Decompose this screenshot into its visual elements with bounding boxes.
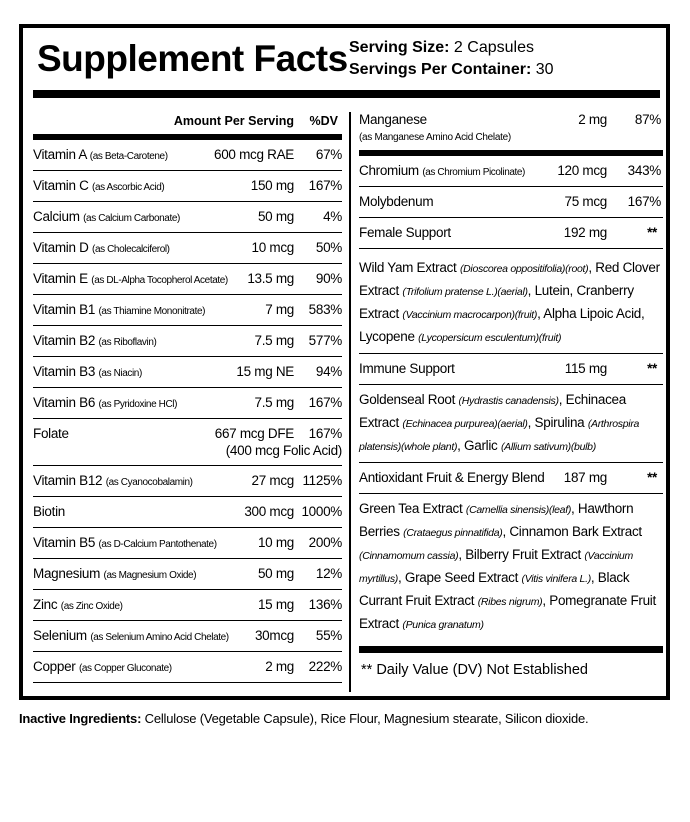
botanical-source: (Vaccinium macrocarpon)(fruit) xyxy=(402,309,538,321)
blend-row-female-support xyxy=(359,218,663,249)
nutrient-amount: 2 mg xyxy=(265,659,294,674)
blend-dv: ** xyxy=(647,225,657,240)
botanical-source: (Cinnamomum cassia) xyxy=(359,550,459,562)
amount-per-serving-header: Amount Per Serving xyxy=(173,114,294,128)
botanical-source: (Vitis vinifera L.) xyxy=(521,573,591,585)
nutrient-amount: 150 mg xyxy=(250,178,294,193)
botanical-source: (Crataegus pinnatifida) xyxy=(403,527,503,539)
ingredient-text: , Echinacea Extract xyxy=(359,392,626,430)
nutrient-amount: 120 mcg xyxy=(557,163,607,178)
nutrient-row xyxy=(33,264,342,295)
nutrient-dv: 577% xyxy=(308,333,342,348)
nutrient-name: Zinc (as Zinc Oxide) xyxy=(33,597,123,612)
nutrient-name: Biotin xyxy=(33,504,65,519)
right-column xyxy=(359,110,663,640)
nutrient-amount: 667 mcg DFE xyxy=(214,426,294,441)
nutrient-dv: 87% xyxy=(634,112,661,127)
botanical-source: (Arthrospira platensis)(whole plant) xyxy=(359,418,640,453)
ingredient-text: , Cinnamon Bark Extract xyxy=(502,524,642,539)
nutrient-dv: 1000% xyxy=(301,504,342,519)
nutrient-name: Vitamin D (as Cholecalciferol) xyxy=(33,240,170,255)
blend-amount: 192 mg xyxy=(563,225,607,240)
ingredient-text: Goldenseal Root xyxy=(359,392,459,407)
botanical-source: (Ribes nigrum) xyxy=(477,596,543,608)
ingredient-text: , Pomegranate Fruit Extract xyxy=(359,593,656,631)
nutrient-dv: 583% xyxy=(308,302,342,317)
nutrient-row-molybdenum xyxy=(359,187,663,218)
nutrient-row xyxy=(33,388,342,419)
inactive-ingredients-label: Inactive Ingredients: xyxy=(19,711,142,726)
nutrient-dv: 222% xyxy=(308,659,342,674)
nutrient-row xyxy=(33,590,342,621)
botanical-source: (Camellia sinensis)(leaf) xyxy=(465,504,572,516)
nutrient-amount: 10 mg xyxy=(257,535,294,550)
nutrient-dv: 55% xyxy=(315,628,342,643)
botanical-source: (Hydrastis canadensis) xyxy=(458,395,559,407)
ingredient-text: , Lutein, Cranberry Extract xyxy=(359,283,634,321)
nutrient-row-manganese xyxy=(359,110,663,151)
botanical-source: (Dioscorea oppositifolia)(root) xyxy=(459,263,589,275)
nutrient-source: (as Copper Gluconate) xyxy=(78,663,172,674)
ingredient-text: , Alpha Lipoic Acid, Lycopene xyxy=(359,306,645,344)
nutrient-dv: 167% xyxy=(627,194,661,209)
nutrient-row xyxy=(33,202,342,233)
nutrient-amount: 2 mg xyxy=(578,112,607,127)
nutrient-name: Vitamin B12 (as Cyanocobalamin) xyxy=(33,473,193,488)
nutrient-dv: 167% xyxy=(308,178,342,193)
nutrient-row-folate xyxy=(33,419,342,466)
ingredient-text: , Spirulina xyxy=(527,415,588,430)
inactive-ingredients-text: Cellulose (Vegetable Capsule), Rice Flour, Magnesium stearate, Silicon dioxide. xyxy=(141,711,589,726)
nutrient-amount: 75 mcg xyxy=(564,194,607,209)
nutrient-name: Molybdenum xyxy=(359,194,434,209)
botanical-source: (Allium sativum)(bulb) xyxy=(500,441,596,453)
nutrient-source: (as Pyridoxine HCl) xyxy=(98,399,178,410)
nutrient-source: (as Thiamine Mononitrate) xyxy=(98,306,206,317)
blend-dv: ** xyxy=(647,470,657,485)
nutrient-name: Chromium (as Chromium Picolinate) xyxy=(359,163,525,178)
nutrient-source: (as DL-Alpha Tocopherol Acetate) xyxy=(91,275,228,286)
nutrient-amount: 30mcg xyxy=(254,628,294,643)
nutrient-source: (as Manganese Amino Acid Chelate) xyxy=(359,132,511,143)
nutrient-source: (as Niacin) xyxy=(98,368,142,379)
nutrient-source: (as Ascorbic Acid) xyxy=(92,182,165,193)
nutrient-source: (as Beta-Carotene) xyxy=(89,151,168,162)
nutrient-source: (as Riboflavin) xyxy=(98,337,157,348)
botanical-source: (Echinacea purpurea)(aerial) xyxy=(402,418,528,430)
nutrient-source: (as Cyanocobalamin) xyxy=(105,477,193,488)
nutrient-source: (as Calcium Carbonate) xyxy=(83,213,180,224)
blend-name: Antioxidant Fruit & Energy Blend xyxy=(359,470,545,485)
column-separator xyxy=(349,112,351,692)
nutrient-amount: 15 mg xyxy=(257,597,294,612)
blend-ingredients-immune xyxy=(359,385,663,463)
nutrient-amount: 10 mcg xyxy=(251,240,294,255)
nutrient-amount: 7.5 mg xyxy=(254,333,294,348)
nutrient-dv: 343% xyxy=(627,163,661,178)
nutrient-name: Selenium (as Selenium Amino Acid Chelate) xyxy=(33,628,229,643)
nutrient-name: Manganese xyxy=(359,112,427,127)
nutrient-row xyxy=(33,497,342,528)
nutrient-amount: 27 mcg xyxy=(251,473,294,488)
nutrient-name: Vitamin B3 (as Niacin) xyxy=(33,364,142,379)
blend-amount: 187 mg xyxy=(563,470,607,485)
nutrient-row xyxy=(33,295,342,326)
left-column xyxy=(33,110,342,683)
nutrient-row-chromium xyxy=(359,156,663,187)
serving-info xyxy=(349,37,554,81)
nutrient-name: Vitamin C (as Ascorbic Acid) xyxy=(33,178,165,193)
nutrient-amount: 300 mcg xyxy=(244,504,294,519)
nutrient-name: Magnesium (as Magnesium Oxide) xyxy=(33,566,197,581)
nutrient-row xyxy=(33,652,342,683)
nutrient-source: (as Magnesium Oxide) xyxy=(103,570,197,581)
nutrient-name: Vitamin B1 (as Thiamine Mononitrate) xyxy=(33,302,206,317)
nutrient-dv: 94% xyxy=(315,364,342,379)
blend-name: Female Support xyxy=(359,225,451,240)
nutrient-row xyxy=(33,233,342,264)
bottom-thick-divider xyxy=(359,646,663,653)
nutrient-dv: 136% xyxy=(308,597,342,612)
botanical-source: (Trifolium pratense L.)(aerial) xyxy=(402,286,528,298)
ingredient-text: , Black Currant Fruit Extract xyxy=(359,570,630,608)
nutrient-dv: 67% xyxy=(315,147,342,162)
blend-row-antioxidant xyxy=(359,463,663,494)
column-header xyxy=(33,110,342,134)
nutrient-dv: 200% xyxy=(308,535,342,550)
nutrient-amount: 50 mg xyxy=(257,209,294,224)
dv-not-established-note: ** Daily Value (DV) Not Established xyxy=(361,662,588,678)
blend-amount: 115 mg xyxy=(564,361,607,376)
nutrient-dv: 167% xyxy=(308,395,342,410)
nutrient-amount: 7.5 mg xyxy=(254,395,294,410)
nutrient-name: Folate xyxy=(33,426,69,441)
nutrient-amount: 15 mg NE xyxy=(236,364,294,379)
botanical-source: (Punica granatum) xyxy=(402,619,484,631)
nutrient-source: (as D-Calcium Pantothenate) xyxy=(98,539,217,550)
serving-size-label: Serving Size: xyxy=(349,39,450,56)
nutrient-dv: 1125% xyxy=(302,473,342,488)
ingredient-text: , Grape Seed Extract xyxy=(398,570,522,585)
nutrient-name: Copper (as Copper Gluconate) xyxy=(33,659,172,674)
botanical-source: (Lycopersicum esculentum)(fruit) xyxy=(418,332,562,344)
nutrient-name: Calcium (as Calcium Carbonate) xyxy=(33,209,180,224)
ingredient-text: Wild Yam Extract xyxy=(359,260,460,275)
nutrient-source: (as Cholecalciferol) xyxy=(92,244,170,255)
servings-per-container-value: 30 xyxy=(531,61,554,78)
nutrient-row xyxy=(33,466,342,497)
blend-ingredients-antioxidant xyxy=(359,494,663,640)
ingredient-text: , Garlic xyxy=(457,438,501,453)
nutrient-dv: 90% xyxy=(315,271,342,286)
nutrient-amount: 13.5 mg xyxy=(247,271,294,286)
nutrient-source: (as Zinc Oxide) xyxy=(60,601,123,612)
nutrient-amount: 600 mcg RAE xyxy=(214,147,294,162)
nutrient-name: Vitamin E (as DL-Alpha Tocopherol Acetate) xyxy=(33,271,228,286)
ingredient-text: , Red Clover Extract xyxy=(359,260,660,298)
nutrient-row xyxy=(33,559,342,590)
nutrient-name: Vitamin B2 (as Riboflavin) xyxy=(33,333,157,348)
botanical-source: (Vaccinium myrtillus) xyxy=(359,550,633,585)
nutrient-list xyxy=(33,140,342,419)
dv-header: %DV xyxy=(309,114,338,128)
nutrient-dv: 167% xyxy=(308,426,342,441)
blend-row-immune-support xyxy=(359,354,663,385)
supplement-facts-panel xyxy=(19,24,670,700)
blend-dv: ** xyxy=(647,361,657,376)
servings-per-container-label: Servings Per Container: xyxy=(349,61,532,78)
nutrient-name: Vitamin A (as Beta-Carotene) xyxy=(33,147,168,162)
nutrient-dv: 12% xyxy=(315,566,342,581)
nutrient-row xyxy=(33,140,342,171)
nutrient-row xyxy=(33,326,342,357)
nutrient-name: Vitamin B5 (as D-Calcium Pantothenate) xyxy=(33,535,217,550)
nutrient-name: Vitamin B6 (as Pyridoxine HCl) xyxy=(33,395,178,410)
nutrient-row xyxy=(33,357,342,388)
ingredient-text: Green Tea Extract xyxy=(359,501,466,516)
nutrient-amount-note: (400 mcg Folic Acid) xyxy=(225,443,342,458)
inactive-ingredients xyxy=(19,711,588,726)
blend-name: Immune Support xyxy=(359,361,455,376)
top-divider xyxy=(33,90,660,98)
serving-size-value: 2 Capsules xyxy=(449,39,534,56)
nutrient-row xyxy=(33,171,342,202)
ingredient-text: , Hawthorn Berries xyxy=(359,501,634,539)
nutrient-row xyxy=(33,621,342,652)
nutrient-source: (as Selenium Amino Acid Chelate) xyxy=(90,632,229,643)
ingredient-text: , Bilberry Fruit Extract xyxy=(458,547,585,562)
nutrient-row xyxy=(33,528,342,559)
blend-ingredients-female xyxy=(359,249,663,354)
nutrient-dv: 4% xyxy=(323,209,342,224)
nutrient-amount: 7 mg xyxy=(265,302,294,317)
nutrient-list-2 xyxy=(33,466,342,683)
panel-title: Supplement Facts xyxy=(37,38,348,79)
nutrient-dv: 50% xyxy=(315,240,342,255)
nutrient-amount: 50 mg xyxy=(257,566,294,581)
